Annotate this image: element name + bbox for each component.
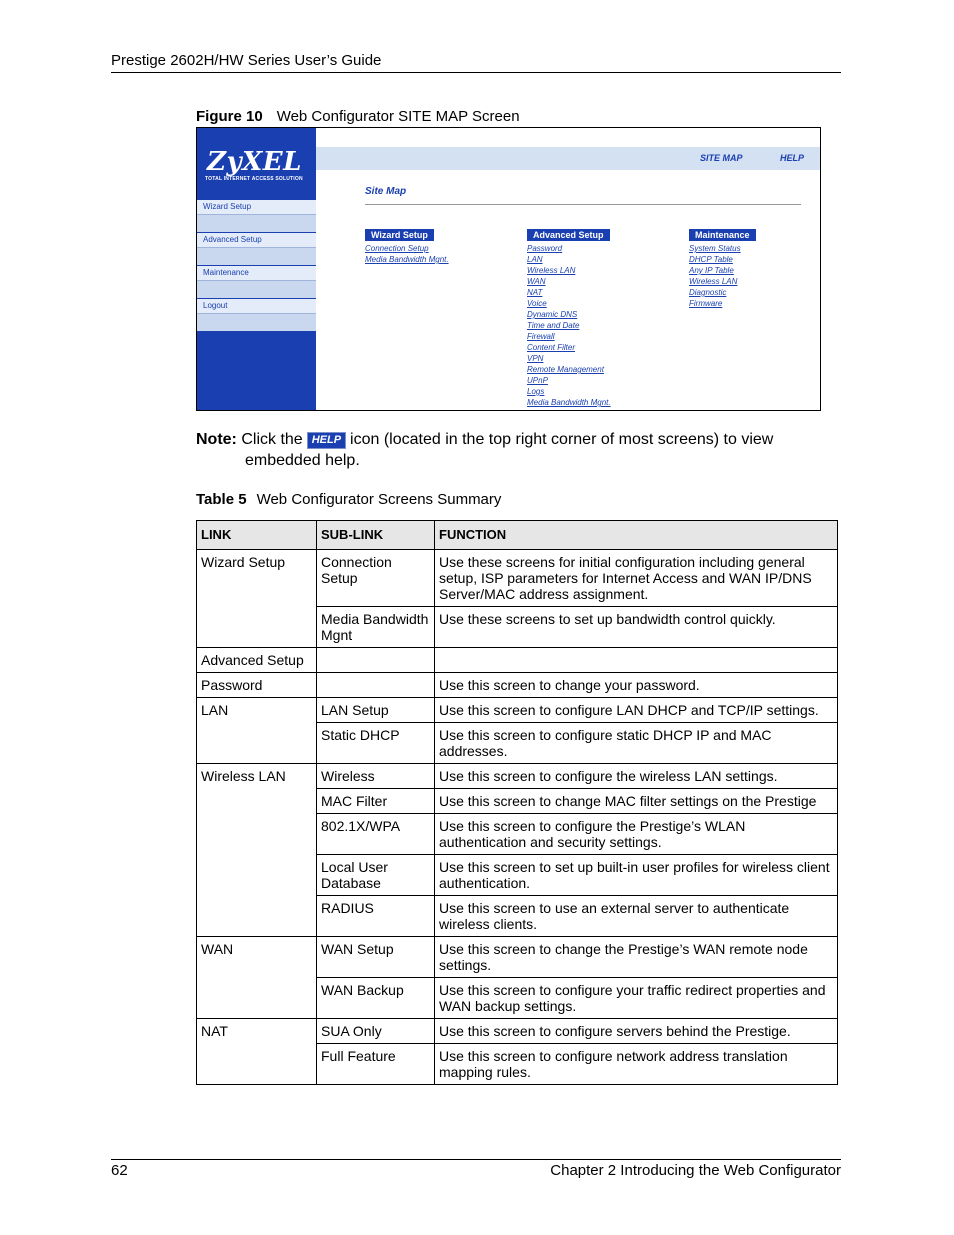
cell-function: Use this screen to configure network address translation mapping rules. [435,1044,838,1085]
cell-sub-link: WAN Setup [317,937,435,978]
note-text-line2: embedded help. [245,452,360,469]
sidebar-item-maintenance[interactable]: Maintenance [197,266,316,281]
cell-sub-link: Static DHCP [317,723,435,764]
site-map-link[interactable]: SITE MAP [700,153,743,163]
cell-function: Use this screen to use an external server to authenticate wireless clients. [435,896,838,937]
note-text-before: Click the [241,431,303,448]
cell-sub-link: 802.1X/WPA [317,814,435,855]
column-heading: Advanced Setup [527,229,610,241]
cell-sub-link: Full Feature [317,1044,435,1085]
cell-function: Use these screens for initial configuration including general setup, ISP parameters for Internet Access and WAN IP/DNS Server/MAC address assignment. [435,550,838,607]
cell-sub-link: Local User Database [317,855,435,896]
cell-sub-link: RADIUS [317,896,435,937]
sitemap-link[interactable]: Connection Setup [365,244,429,253]
cell-sub-link: Media Bandwidth Mgnt [317,607,435,648]
header-rule [111,72,841,73]
sitemap-link[interactable]: Diagnostic [689,288,727,297]
table-row [197,648,838,673]
note-label: Note: [196,431,237,448]
column-header-sub-link: SUB-LINK [317,521,435,550]
sitemap-column-wizard [365,225,449,265]
site-map-title: Site Map [365,186,407,197]
figure-title: Web Configurator SITE MAP Screen [276,108,520,125]
sidebar [197,128,316,410]
column-header-link: LINK [197,521,317,550]
column-header-function: FUNCTION [435,521,838,550]
sitemap-column-maintenance [689,225,756,309]
cell-link: NAT [197,1019,317,1085]
cell-sub-link: LAN Setup [317,698,435,723]
table-row [197,698,838,723]
figure-caption [196,108,520,125]
sitemap-link[interactable]: Any IP Table [689,266,734,275]
sidebar-item-logout[interactable]: Logout [197,299,316,314]
sitemap-link[interactable]: DHCP Table [689,255,733,264]
sitemap-link[interactable]: Media Bandwidth Mgnt. [527,398,611,407]
sitemap-link[interactable]: Dynamic DNS [527,310,578,319]
note-text-after: icon (located in the top right corner of most screens) to view [350,431,774,448]
sidebar-item-wizard-setup[interactable]: Wizard Setup [197,200,316,215]
zyxel-logo: ZyXEL TOTAL INTERNET ACCESS SOLUTION [197,140,316,186]
cell-function [435,648,838,673]
table-row [197,550,838,607]
table-caption [196,491,501,508]
sitemap-link[interactable]: Password [527,244,563,253]
cell-function: Use this screen to configure static DHCP IP and MAC addresses. [435,723,838,764]
cell-function: Use this screen to set up built-in user profiles for wireless client authentication. [435,855,838,896]
sitemap-link[interactable]: NAT [527,288,543,297]
table-label: Table 5 [196,491,247,508]
help-link[interactable]: HELP [780,153,805,163]
table-row [197,764,838,789]
sitemap-link[interactable]: Time and Date [527,321,580,330]
cell-function: Use this screen to configure LAN DHCP and TCP/IP settings. [435,698,838,723]
cell-function: Use this screen to change MAC filter settings on the Prestige [435,789,838,814]
cell-function: Use this screen to configure the wireless LAN settings. [435,764,838,789]
cell-sub-link [317,648,435,673]
sitemap-link[interactable]: Wireless LAN [689,277,738,286]
cell-link: Advanced Setup [197,648,317,673]
sitemap-link[interactable]: VPN [527,354,544,363]
sitemap-link[interactable]: Content Filter [527,343,576,352]
sitemap-link[interactable]: Voice [527,299,547,308]
screens-summary-table [196,520,838,1085]
cell-sub-link: WAN Backup [317,978,435,1019]
cell-link: Password [197,673,317,698]
column-heading: Wizard Setup [365,229,434,241]
table-header-row [197,521,838,550]
cell-sub-link: SUA Only [317,1019,435,1044]
sitemap-link[interactable]: Media Bandwidth Mgnt. [365,255,449,264]
sidebar-item-advanced-setup[interactable]: Advanced Setup [197,233,316,248]
sitemap-link[interactable]: Remote Management [527,365,604,374]
sitemap-link[interactable]: Logs [527,387,545,396]
cell-sub-link: Connection Setup [317,550,435,607]
cell-function: Use these screens to set up bandwidth control quickly. [435,607,838,648]
sitemap-column-advanced [527,225,611,408]
chapter-title: Chapter 2 Introducing the Web Configurator [550,1162,841,1179]
top-bar [316,147,820,170]
cell-sub-link: MAC Filter [317,789,435,814]
site-map-divider [365,204,801,205]
cell-function: Use this screen to configure your traffic redirect properties and WAN backup settings. [435,978,838,1019]
cell-function: Use this screen to change your password. [435,673,838,698]
table-row [197,673,838,698]
sitemap-link[interactable]: WAN [527,277,546,286]
sitemap-link[interactable]: LAN [527,255,543,264]
cell-sub-link [317,673,435,698]
sitemap-link[interactable]: Wireless LAN [527,266,576,275]
cell-sub-link: Wireless [317,764,435,789]
sidebar-menu [197,200,316,332]
page-number: 62 [111,1162,128,1179]
cell-function: Use this screen to configure servers behind the Prestige. [435,1019,838,1044]
sitemap-link[interactable]: Firmware [689,299,723,308]
table-title: Web Configurator Screens Summary [256,491,502,508]
running-header: Prestige 2602H/HW Series User’s Guide [111,52,382,69]
figure-label: Figure 10 [196,108,263,125]
cell-link: WAN [197,937,317,1019]
footer-rule [111,1159,841,1160]
help-icon: HELP [307,432,346,449]
note-paragraph [196,429,836,471]
sitemap-link[interactable]: UPnP [527,376,548,385]
site-map-screenshot [196,127,821,411]
cell-function: Use this screen to change the Prestige’s WAN remote node settings. [435,937,838,978]
cell-function: Use this screen to configure the Prestige’s WLAN authentication and security settings. [435,814,838,855]
cell-link: Wizard Setup [197,550,317,648]
sitemap-link[interactable]: System Status [689,244,741,253]
table-row [197,937,838,978]
cell-link: LAN [197,698,317,764]
sitemap-link[interactable]: Firewall [527,332,555,341]
table-row [197,1019,838,1044]
column-heading: Maintenance [689,229,756,241]
cell-link: Wireless LAN [197,764,317,937]
